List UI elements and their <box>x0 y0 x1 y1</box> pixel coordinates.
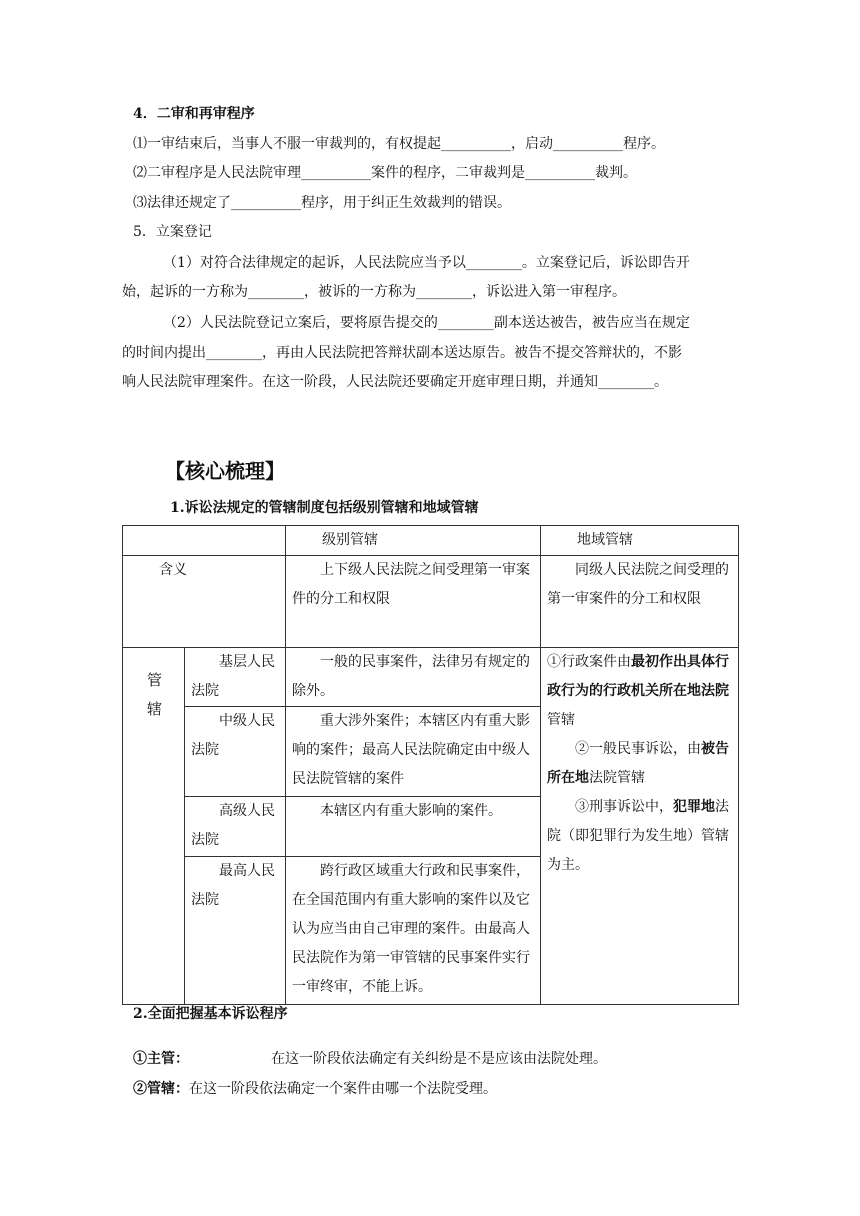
guan-label: 管辖 <box>123 648 185 1005</box>
section-4-item-2: ⑵二审程序是人民法院审理__________案件的程序，二审裁判是__________裁判。 <box>133 165 637 181</box>
section-5-p2-line2: 的时间内提出________，再由人民法院把答辩状副本送达原告。被告不提交答辩状的，不影 <box>122 345 682 361</box>
region-rules <box>541 648 739 1005</box>
court-supreme: 最高人民法院 <box>185 857 286 1005</box>
court-basic: 基层人民法院 <box>185 648 286 707</box>
header-empty-cell <box>123 526 286 556</box>
region-rule-3: ③刑事诉讼中，犯罪地法院（即犯罪行为发生地）管辖为主。 <box>547 799 729 873</box>
core-subheading-2: 2.全面把握基本诉讼程序 <box>133 1006 288 1022</box>
procedure-1-label: ①主管： <box>133 1051 189 1067</box>
core-subheading-1: 1.诉讼法规定的管辖制度包括级别管辖和地域管辖 <box>170 500 479 516</box>
meaning-label: 含义 <box>123 556 286 648</box>
procedure-2-text: 在这一阶段依法确定一个案件由哪一个法院受理。 <box>189 1081 497 1097</box>
procedure-line-2 <box>133 1079 497 1099</box>
procedure-2-label: ②管辖： <box>133 1081 189 1097</box>
section-5-p2-line1: （2）人民法院登记立案后，要将原告提交的________副本送达被告，被告应当在规定 <box>163 315 690 331</box>
procedure-line-1 <box>133 1049 607 1069</box>
core-heading: 【核心梳理】 <box>165 459 285 483</box>
header-level: 级别管辖 <box>286 526 541 556</box>
section-4-item-1: ⑴一审结束后，当事人不服一审裁判的，有权提起__________，启动__________程序。 <box>133 136 665 152</box>
desc-intermediate: 重大涉外案件；本辖区内有重大影响的案件；最高人民法院确定由中级人民法院管辖的案件 <box>286 707 541 797</box>
section-4-title: 4．二审和再审程序 <box>133 106 255 122</box>
header-region: 地域管辖 <box>541 526 739 556</box>
desc-basic: 一般的民事案件，法律另有规定的除外。 <box>286 648 541 707</box>
court-intermediate: 中级人民法院 <box>185 707 286 797</box>
region-rule-2: ②一般民事诉讼，由被告所在地法院管辖 <box>547 741 729 786</box>
desc-high: 本辖区内有重大影响的案件。 <box>286 797 541 857</box>
section-5-title: 5．立案登记 <box>133 224 212 240</box>
court-high: 高级人民法院 <box>185 797 286 857</box>
section-5-p2-line3: 响人民法院审理案件。在这一阶段，人民法院还要确定开庭审理日期，并通知________。 <box>122 374 668 390</box>
procedure-1-text: 在这一阶段依法确定有关纠纷是不是应该由法院处理。 <box>271 1051 607 1067</box>
jurisdiction-table <box>122 525 739 1005</box>
section-5-p1-line2: 始，起诉的一方称为________，被诉的一方称为________，诉讼进入第一审程序。 <box>122 284 626 300</box>
meaning-region: 同级人民法院之间受理的第一审案件的分工和权限 <box>541 556 739 648</box>
section-4-item-3: ⑶法律还规定了__________程序，用于纠正生效裁判的错误。 <box>133 195 511 211</box>
desc-supreme: 跨行政区域重大行政和民事案件，在全国范围内有重大影响的案件以及它认为应当由自己审理的案件。由最高人民法院作为第一审管辖的民事案件实行一审终审，不能上诉。 <box>286 857 541 1005</box>
meaning-level: 上下级人民法院之间受理第一审案件的分工和权限 <box>286 556 541 648</box>
region-rule-1: ①行政案件由最初作出具体行政行为的行政机关所在地法院管辖 <box>547 654 729 728</box>
section-5-p1-line1: （1）对符合法律规定的起诉，人民法院应当予以________。立案登记后，诉讼即告开 <box>163 255 690 271</box>
